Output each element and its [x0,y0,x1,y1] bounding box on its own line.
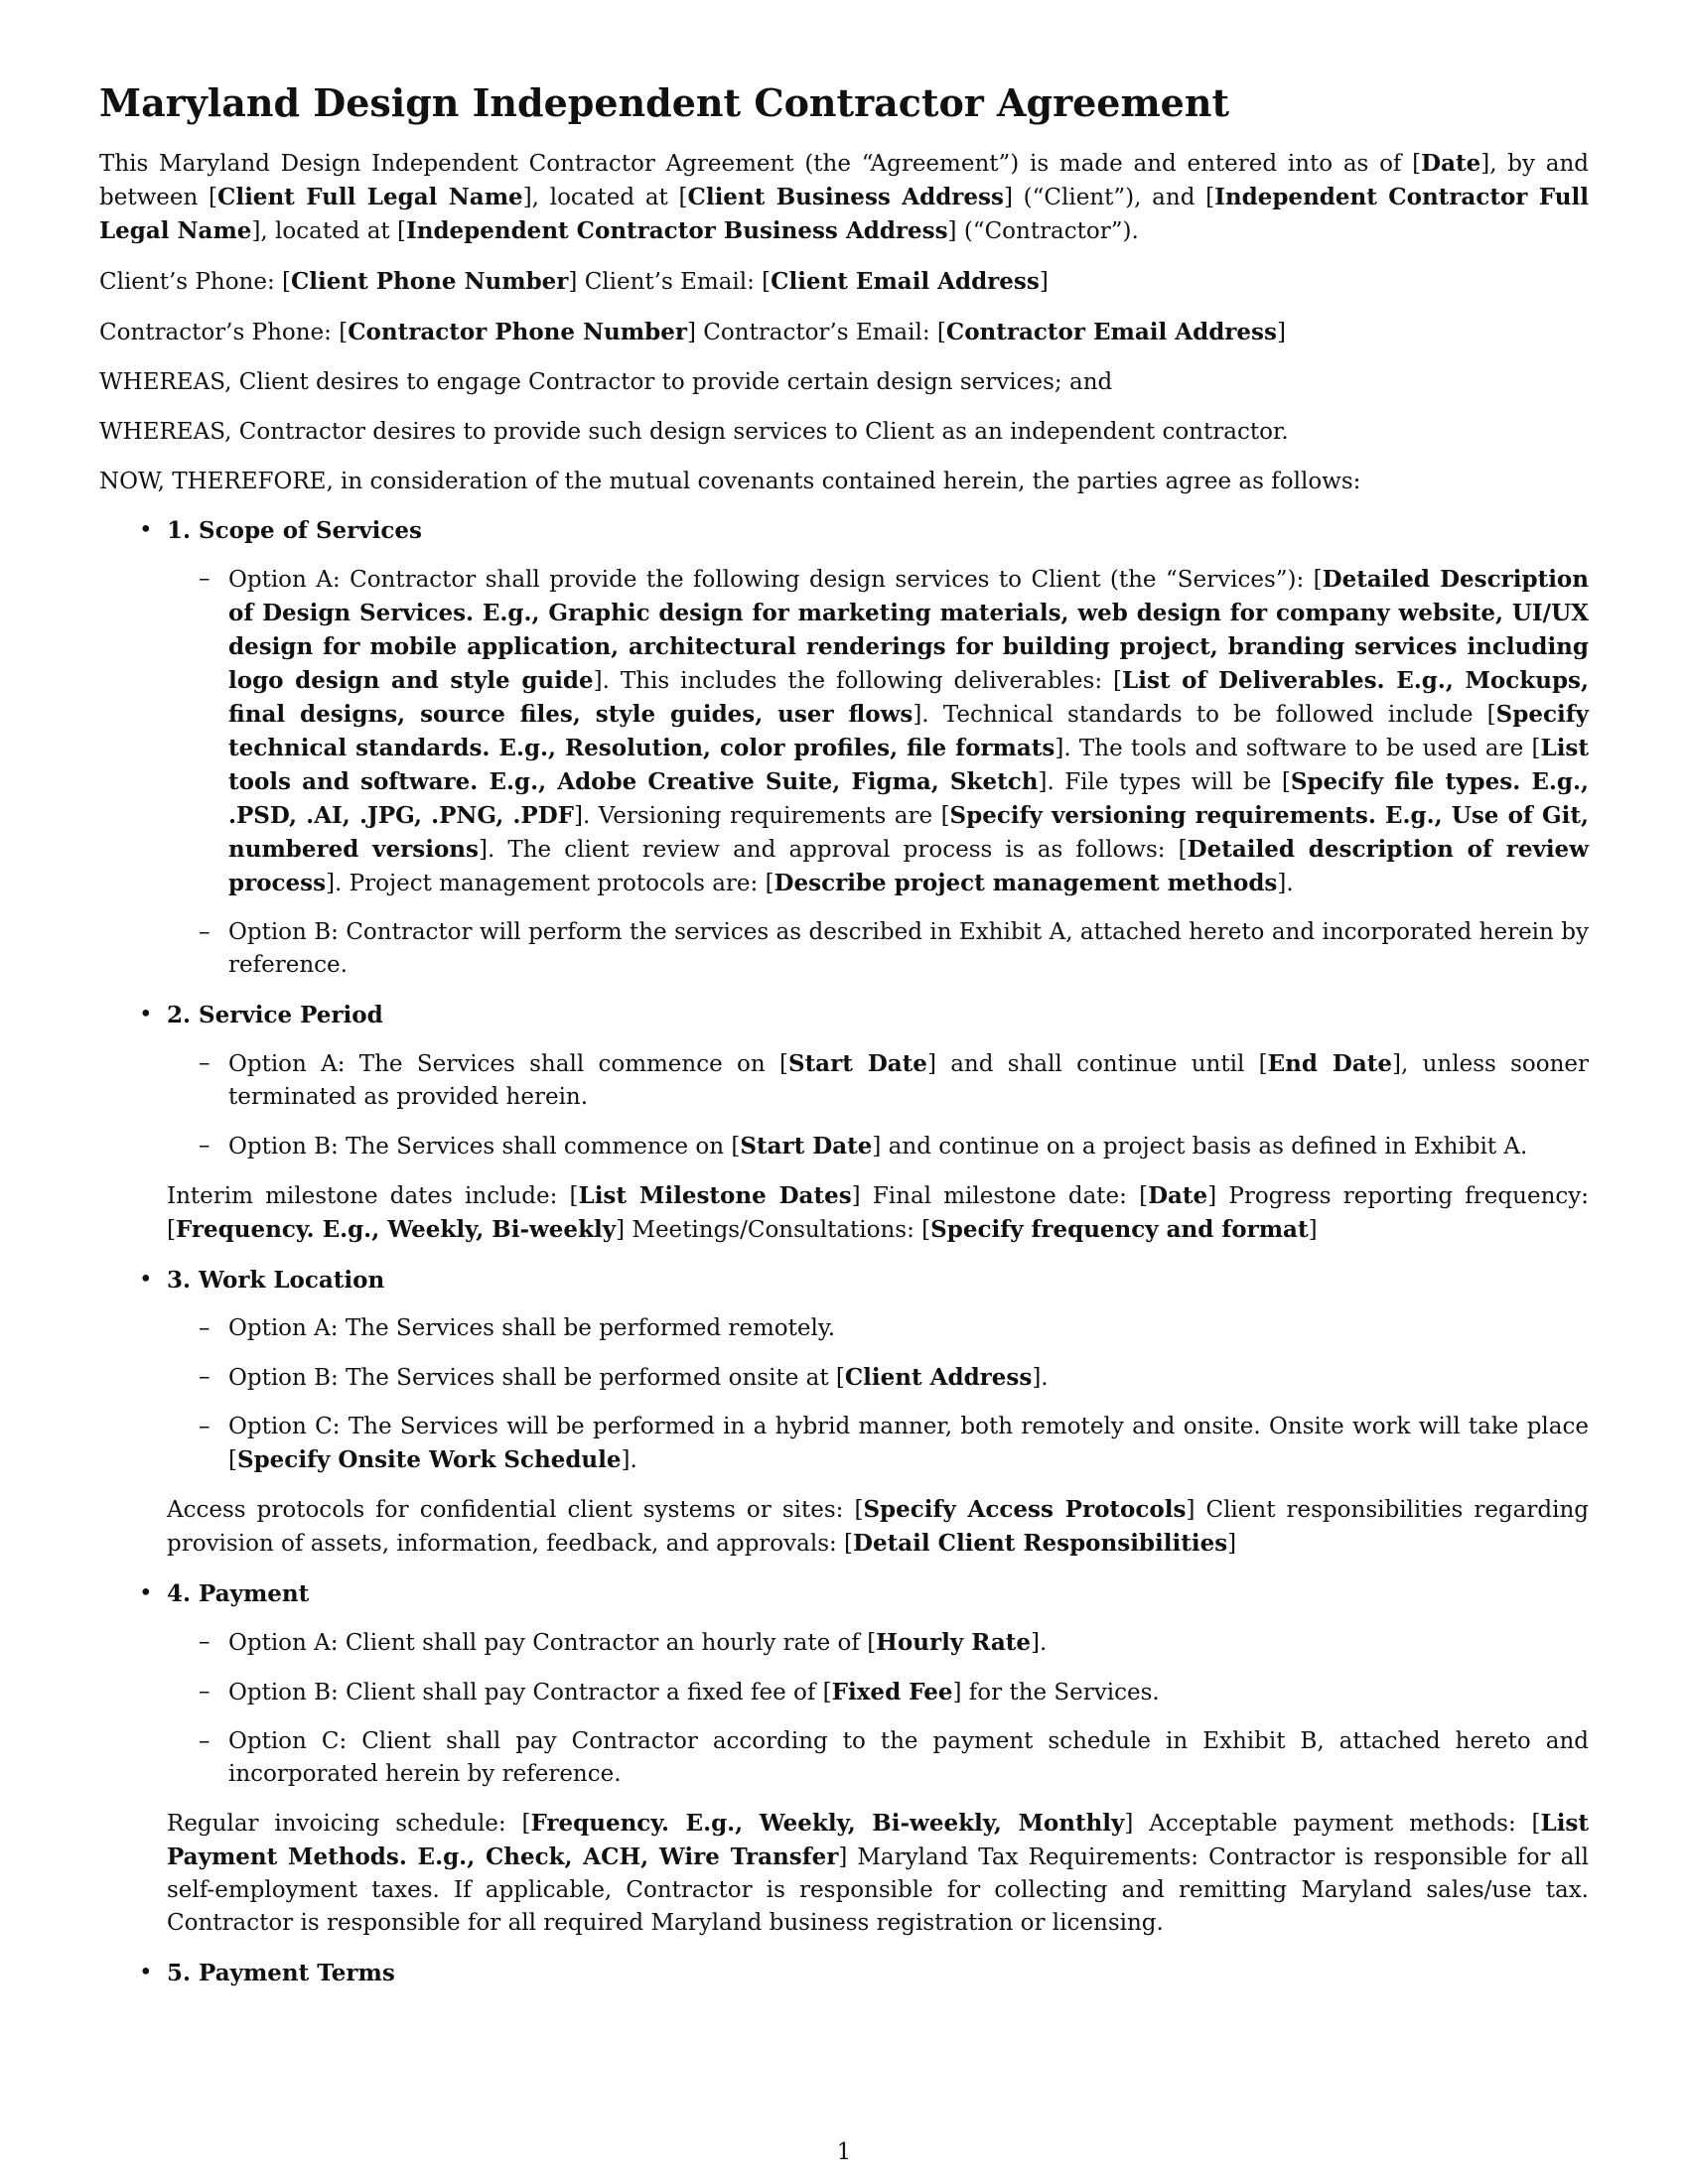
text-segment: Option A: The Services shall commence on [ [228,1051,788,1077]
text-segment: Option A: Contractor shall provide the following design services to Client (the “Services”): [ [228,567,1323,593]
text-segment: ] Meetings/Consultations: [ [616,1217,931,1243]
text-segment: Contractor’s Phone: [ [99,320,349,345]
text-segment: ]. The client review and approval process is as follows: [ [478,837,1188,863]
placeholder-field: Contractor Email Address [945,319,1277,345]
dash-icon: – [199,1679,211,1705]
dash-icon: – [199,1364,211,1390]
text-segment: ]. The tools and software to be used are [ [1055,736,1541,761]
placeholder-field: Describe project management methods [774,870,1278,896]
option-item [199,1626,1589,1660]
text-segment: Option C: Client shall pay Contractor according to the payment schedule in Exhibit B, attached hereto and incorporated herein by reference. [228,1728,1589,1787]
text-segment: ] (“Client”), and [ [1003,185,1215,210]
whereas-clause-2: WHEREAS, Contractor desires to provide such design services to Client as an independent contractor. [99,419,1289,445]
section-title: 3. Work Location [167,1267,385,1294]
text-segment: Option B: Client shall pay Contractor a fixed fee of [ [228,1680,832,1706]
placeholder-field: End Date [1267,1050,1393,1077]
text-segment: Regular invoicing schedule: [ [167,1811,531,1837]
text-segment: ]. [1032,1365,1049,1391]
text-segment: ] and continue on a project basis as defined in Exhibit A. [872,1134,1528,1160]
placeholder-field: Frequency. E.g., Weekly, Bi-weekly [175,1216,617,1243]
bullet-icon: • [139,1002,153,1027]
placeholder-field: Fixed Fee [831,1679,953,1706]
placeholder-field: Client Business Address [687,184,1004,210]
placeholder-field: Client Full Legal Name [217,184,523,210]
whereas-clause-1: WHEREAS, Client desires to engage Contractor to provide certain design services; and [99,369,1113,395]
text-segment: ], located at [ [251,218,406,244]
dash-icon: – [199,1133,211,1159]
text-segment: ] Client responsibilities regarding provision of assets, information, feedback, and approvals: [ [167,1497,1589,1557]
placeholder-field: Specify versioning requirements. E.g., Use of Git, numbered versions [228,802,1589,863]
placeholder-field: Specify Onsite Work Schedule [236,1446,622,1473]
placeholder-field: Client Phone Number [291,268,569,295]
text-segment: ] Final milestone date: [ [851,1183,1149,1209]
text-segment: Client’s Phone: [ [99,269,291,295]
placeholder-field: Client Address [844,1364,1033,1391]
text-segment: Option A: The Services shall be performed remotely. [228,1315,836,1341]
option-text [228,1411,1589,1477]
section-item [139,514,1590,982]
option-text [228,1725,1589,1791]
placeholder-field: List Payment Methods. E.g., Check, ACH, Wire Transfer [167,1810,1589,1870]
contractor-contact-line [99,316,1589,349]
text-segment: Option A: Client shall pay Contractor an hourly rate of [ [228,1630,877,1656]
page-number: 1 [836,2139,852,2165]
text-segment: ]. This includes the following deliverables: [ [593,668,1123,694]
placeholder-field: Hourly Rate [876,1629,1031,1656]
placeholder-field: Independent Contractor Business Address [405,217,948,244]
placeholder-field: Specify file types. E.g., .PSD, .AI, .JPG, .PNG, .PDF [228,768,1590,829]
section-item [139,1577,1589,1940]
text-segment: ] for the Services. [952,1680,1160,1706]
bullet-icon: • [139,1960,153,1985]
placeholder-field: Start Date [787,1050,927,1077]
section-title: 2. Service Period [167,1002,383,1028]
text-segment: Option B: Contractor will perform the services as described in Exhibit A, attached hereto and incorporated herein by reference. [228,919,1589,978]
placeholder-field: Specify technical standards. E.g., Resolution, color profiles, file formats [228,701,1589,761]
text-segment: ]. [621,1447,637,1473]
text-segment: ] (“Contractor”). [947,218,1139,244]
text-segment: ] and shall continue until [ [926,1051,1268,1077]
text-segment: Option B: The Services shall commence on [ [228,1134,741,1160]
option-item [199,1047,1590,1114]
text-segment: ]. [1277,871,1294,896]
placeholder-field: Start Date [740,1133,873,1160]
option-item [199,1312,1589,1345]
section-item [139,999,1590,1247]
placeholder-field: List of Deliverables. E.g., Mockups, final designs, source files, style guides, user flows [228,667,1589,728]
option-text [228,1312,1589,1345]
section-note [167,1807,1589,1940]
now-therefore-clause: NOW, THEREFORE, in consideration of the mutual covenants contained herein, the parties agree as follows: [99,469,1361,494]
placeholder-field: Specify Access Protocols [863,1496,1187,1523]
sections-list [99,514,1589,1989]
intro-paragraph [99,147,1589,248]
option-text [228,1626,1589,1660]
option-text [228,916,1589,982]
client-contact-line [99,265,1589,299]
text-segment: This Maryland Design Independent Contractor Agreement (the “Agreement”) is made and entered into as of [ [99,151,1422,177]
dash-icon: – [199,1414,211,1439]
section-note [167,1179,1589,1247]
bullet-icon: • [139,1267,153,1293]
option-text [228,1361,1589,1395]
section-item [139,1264,1589,1561]
option-item [199,1361,1589,1395]
text-segment: ]. Technical standards to be followed include [ [913,702,1496,728]
section-item [139,1957,1589,1989]
text-segment: ], located at [ [522,185,688,210]
text-segment: ] [1227,1531,1237,1557]
placeholder-field: Contractor Phone Number [348,319,687,345]
options-list [167,1312,1589,1477]
section-title: 4. Payment [167,1580,310,1607]
text-segment: ]. [1031,1630,1048,1656]
placeholder-field: Independent Contractor Full Legal Name [99,184,1589,244]
text-segment: ] Client’s Email: [ [568,269,772,295]
option-item [199,1411,1589,1477]
placeholder-field: Frequency. E.g., Weekly, Bi-weekly, Monthly [530,1810,1125,1837]
option-text [228,1047,1589,1114]
text-segment: ] Progress reporting frequency: [ [167,1183,1590,1243]
placeholder-field: List tools and software. E.g., Adobe Creative Suite, Figma, Sketch [228,735,1589,795]
options-list [167,563,1589,982]
text-segment: Option B: The Services shall be performed onsite at [ [228,1365,845,1391]
dash-icon: – [199,1629,211,1655]
placeholder-field: Date [1421,150,1481,177]
text-segment: ] [1039,269,1049,295]
document-title: Maryland Design Independent Contractor Agreement [99,80,1230,125]
option-item [199,1676,1589,1709]
option-item [199,1130,1589,1163]
text-segment: Interim milestone dates include: [ [167,1183,579,1209]
placeholder-field: Date [1148,1182,1208,1209]
section-title: 5. Payment Terms [167,1960,395,1986]
placeholder-field: Detail Client Responsibilities [853,1530,1228,1557]
placeholder-field: List Milestone Dates [578,1182,852,1209]
options-list [167,1047,1589,1163]
placeholder-field: Specify frequency and format [930,1216,1309,1243]
option-text [228,1676,1589,1709]
text-segment: ], by and between [ [99,151,1589,210]
bullet-icon: • [139,1580,153,1606]
option-item [199,916,1589,982]
dash-icon: – [199,1728,211,1754]
document-page [99,79,1589,2006]
option-item [199,1725,1589,1791]
text-segment: ], unless sooner terminated as provided herein. [228,1051,1590,1110]
text-segment: ]. Versioning requirements are [ [573,803,950,829]
text-segment: ] Maryland Tax Requirements: Contractor is responsible for all self-employment taxes. If applicable, Contractor is responsible for collecting and remitting Maryland sales/use tax. Contractor is responsible for all required Maryland business registration or licensing. [167,1844,1589,1936]
text-segment: Option C: The Services will be performed in a hybrid manner, both remotely and onsite. Onsite work will take place [ [228,1414,1589,1473]
options-list [167,1626,1589,1791]
option-text [228,1130,1589,1163]
text-segment: Access protocols for confidential client systems or sites: [ [167,1497,864,1523]
dash-icon: – [199,566,211,592]
section-note [167,1493,1589,1561]
placeholder-field: Detailed Description of Design Services. E.g., Graphic design for marketing materials, web design for company website, UI/UX design for mobile application, architectural renderings for building project, branding services including logo design and style guide [228,566,1589,694]
text-segment: ] [1308,1217,1318,1243]
text-segment: ]. File types will be [ [1038,769,1291,795]
option-item [199,563,1590,900]
section-title: 1. Scope of Services [167,517,422,544]
text-segment: ] Contractor’s Email: [ [686,320,946,345]
text-segment: ] Acceptable payment methods: [ [1124,1811,1541,1837]
text-segment: ]. Project management protocols are: [ [326,871,774,896]
bullet-icon: • [139,517,153,543]
placeholder-field: Detailed description of review process [228,836,1589,896]
dash-icon: – [199,919,211,945]
option-text [228,563,1589,900]
placeholder-field: Client Email Address [771,268,1040,295]
dash-icon: – [199,1315,211,1341]
dash-icon: – [199,1050,211,1076]
text-segment: ] [1276,320,1286,345]
